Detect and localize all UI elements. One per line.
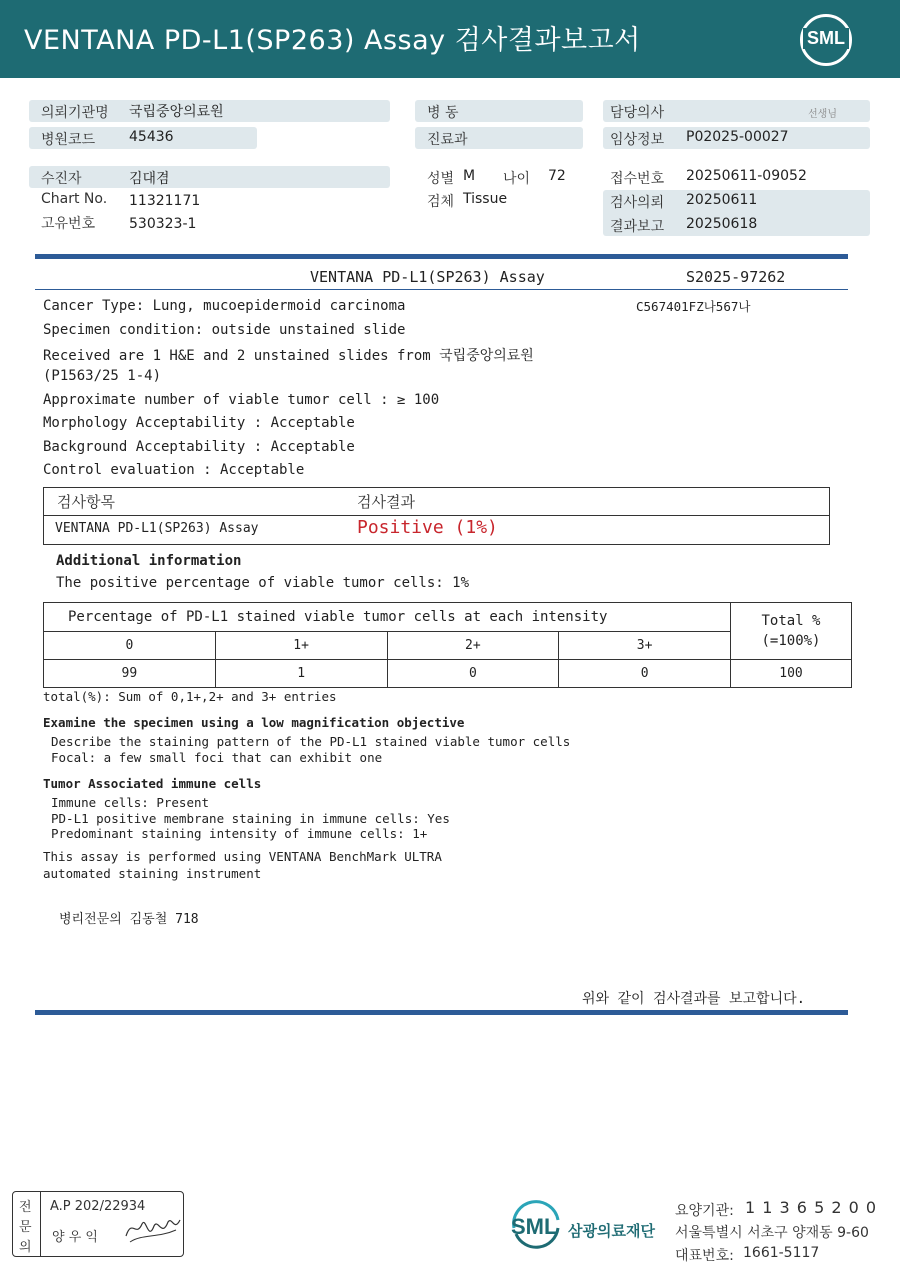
intensity-total: 100: [731, 660, 852, 688]
hospital-code-value: 45436: [129, 129, 174, 145]
assay-title: VENTANA PD-L1(SP263) Assay: [310, 268, 545, 286]
report-date-label: 결과보고: [610, 219, 665, 235]
pathologist: 병리전문의 김동철 718: [59, 912, 199, 927]
instrument-line-2: automated staining instrument: [43, 866, 262, 881]
address: 서울특별시 서초구 양재동 9-60: [675, 1225, 869, 1241]
report-line-control: Control evaluation : Acceptable: [43, 462, 305, 478]
unique-no-value: 530323-1: [129, 216, 197, 232]
case-number: S2025-97262: [686, 268, 786, 286]
intensity-col-3plus: 3+: [559, 632, 731, 660]
report-title: VENTANA PD-L1(SP263) Assay 검사결과보고서: [24, 25, 641, 56]
sub-code: C567401FZ나567나: [636, 299, 751, 314]
report-date-value: 20250618: [686, 216, 758, 232]
intensity-table: [43, 602, 852, 688]
intensity-col-1plus: 1+: [215, 632, 387, 660]
report-line-cancer-type: Cancer Type: Lung, mucoepidermoid carcinoma: [43, 298, 406, 314]
stamp-char-3: 의: [19, 1240, 32, 1255]
specimen-value: Tissue: [463, 191, 508, 207]
title-rule: [35, 289, 848, 290]
ward-label: 병 동: [427, 105, 459, 121]
additional-title: Additional information: [56, 553, 242, 569]
chart-no-label: Chart No.: [41, 191, 108, 207]
signature-icon: [122, 1208, 182, 1248]
stamp-divider: [40, 1191, 41, 1257]
intensity-val-3plus: 0: [559, 660, 731, 688]
unique-no-label: 고유번호: [41, 216, 96, 232]
result-table-divider: [43, 515, 829, 516]
care-institution-number: 1 1 3 6 5 2 0 0: [745, 1198, 878, 1217]
immune-title: Tumor Associated immune cells: [43, 776, 262, 791]
intensity-col-2plus: 2+: [387, 632, 559, 660]
top-rule: [35, 254, 848, 259]
age-value: 72: [548, 168, 566, 184]
stamp-char-1: 전: [19, 1200, 32, 1215]
department-label: 진료과: [427, 132, 468, 148]
report-line-specimen-condition: Specimen condition: outside unstained slide: [43, 322, 406, 338]
patient-label: 수진자: [41, 171, 82, 187]
sex-value: M: [463, 168, 476, 184]
total-header: [731, 603, 852, 660]
result-value: Positive (1%): [357, 517, 498, 538]
result-header-result: 검사결과: [357, 493, 415, 511]
sml-foundation-logo-text: SML: [511, 1214, 558, 1239]
intensity-val-2plus: 0: [387, 660, 559, 688]
result-header-item: 검사항목: [57, 493, 115, 511]
examine-line-2: Focal: a few small foci that can exhibit one: [51, 750, 383, 765]
report-line-viable-cells: Approximate number of viable tumor cell : ≥ 100: [43, 392, 440, 408]
phone-label: 대표번호:: [675, 1248, 734, 1264]
closing-statement: 위와 같이 검사결과를 보고합니다.: [582, 991, 806, 1007]
receipt-no-label: 접수번호: [610, 171, 665, 187]
total-header-line2: (=100%): [761, 633, 821, 649]
examine-line-1: Describe the staining pattern of the PD-L1 stained viable tumor cells: [51, 734, 571, 749]
clinical-info-label: 임상정보: [610, 132, 665, 148]
patient-label-bg: [29, 166, 390, 188]
total-header-line1: Total %: [761, 613, 821, 629]
request-date-label: 검사의뢰: [610, 195, 665, 211]
patient-value: 김대겸: [129, 171, 170, 187]
doctor-suffix: 선생님: [808, 109, 837, 120]
intensity-caption: Percentage of PD-L1 stained viable tumor cells at each intensity: [44, 603, 731, 632]
instrument-line-1: This assay is performed using VENTANA BenchMark ULTRA: [43, 849, 442, 864]
chart-no-value: 11321171: [129, 193, 201, 209]
intensity-val-0: 99: [44, 660, 216, 688]
clinical-info-value: P02025-00027: [686, 129, 789, 145]
age-label: 나이: [503, 171, 531, 187]
doctor-label: 담당의사: [610, 105, 665, 121]
additional-text: The positive percentage of viable tumor cells: 1%: [56, 575, 470, 591]
stamp-char-2: 문: [19, 1220, 32, 1235]
stamp-name: 양 우 익: [52, 1230, 98, 1245]
foundation-name: 삼광의료재단: [568, 1222, 655, 1240]
phone-number: 1661-5117: [743, 1245, 820, 1261]
intensity-col-0: 0: [44, 632, 216, 660]
specimen-label: 검체: [427, 194, 455, 210]
intensity-val-1plus: 1: [215, 660, 387, 688]
report-line-background: Background Acceptability : Acceptable: [43, 439, 355, 455]
request-date-value: 20250611: [686, 192, 758, 208]
bottom-rule: [35, 1010, 848, 1015]
immune-line-3: Predominant staining intensity of immune cells: 1+: [51, 826, 428, 841]
report-line-morphology: Morphology Acceptability : Acceptable: [43, 415, 355, 431]
institution-label: 의뢰기관명: [41, 105, 109, 121]
immune-line-2: PD-L1 positive membrane staining in immune cells: Yes: [51, 811, 450, 826]
examine-title: Examine the specimen using a low magnification objective: [43, 715, 465, 730]
hospital-code-label: 병원코드: [41, 132, 96, 148]
institution-value: 국립중앙의료원: [129, 104, 224, 120]
sex-label: 성별: [427, 171, 455, 187]
report-line-slide-id: (P1563/25 1-4): [43, 368, 162, 384]
report-line-received: Received are 1 H&E and 2 unstained slides from 국립중앙의료원: [43, 348, 534, 364]
sml-logo-text: SML: [803, 28, 849, 49]
total-note: total(%): Sum of 0,1+,2+ and 3+ entries: [43, 689, 337, 704]
stamp-ap-number: A.P 202/22934: [50, 1199, 146, 1214]
result-item: VENTANA PD-L1(SP263) Assay: [55, 521, 259, 536]
care-institution-label: 요양기관:: [675, 1203, 734, 1219]
immune-line-1: Immune cells: Present: [51, 795, 210, 810]
receipt-no-value: 20250611-09052: [686, 168, 807, 184]
